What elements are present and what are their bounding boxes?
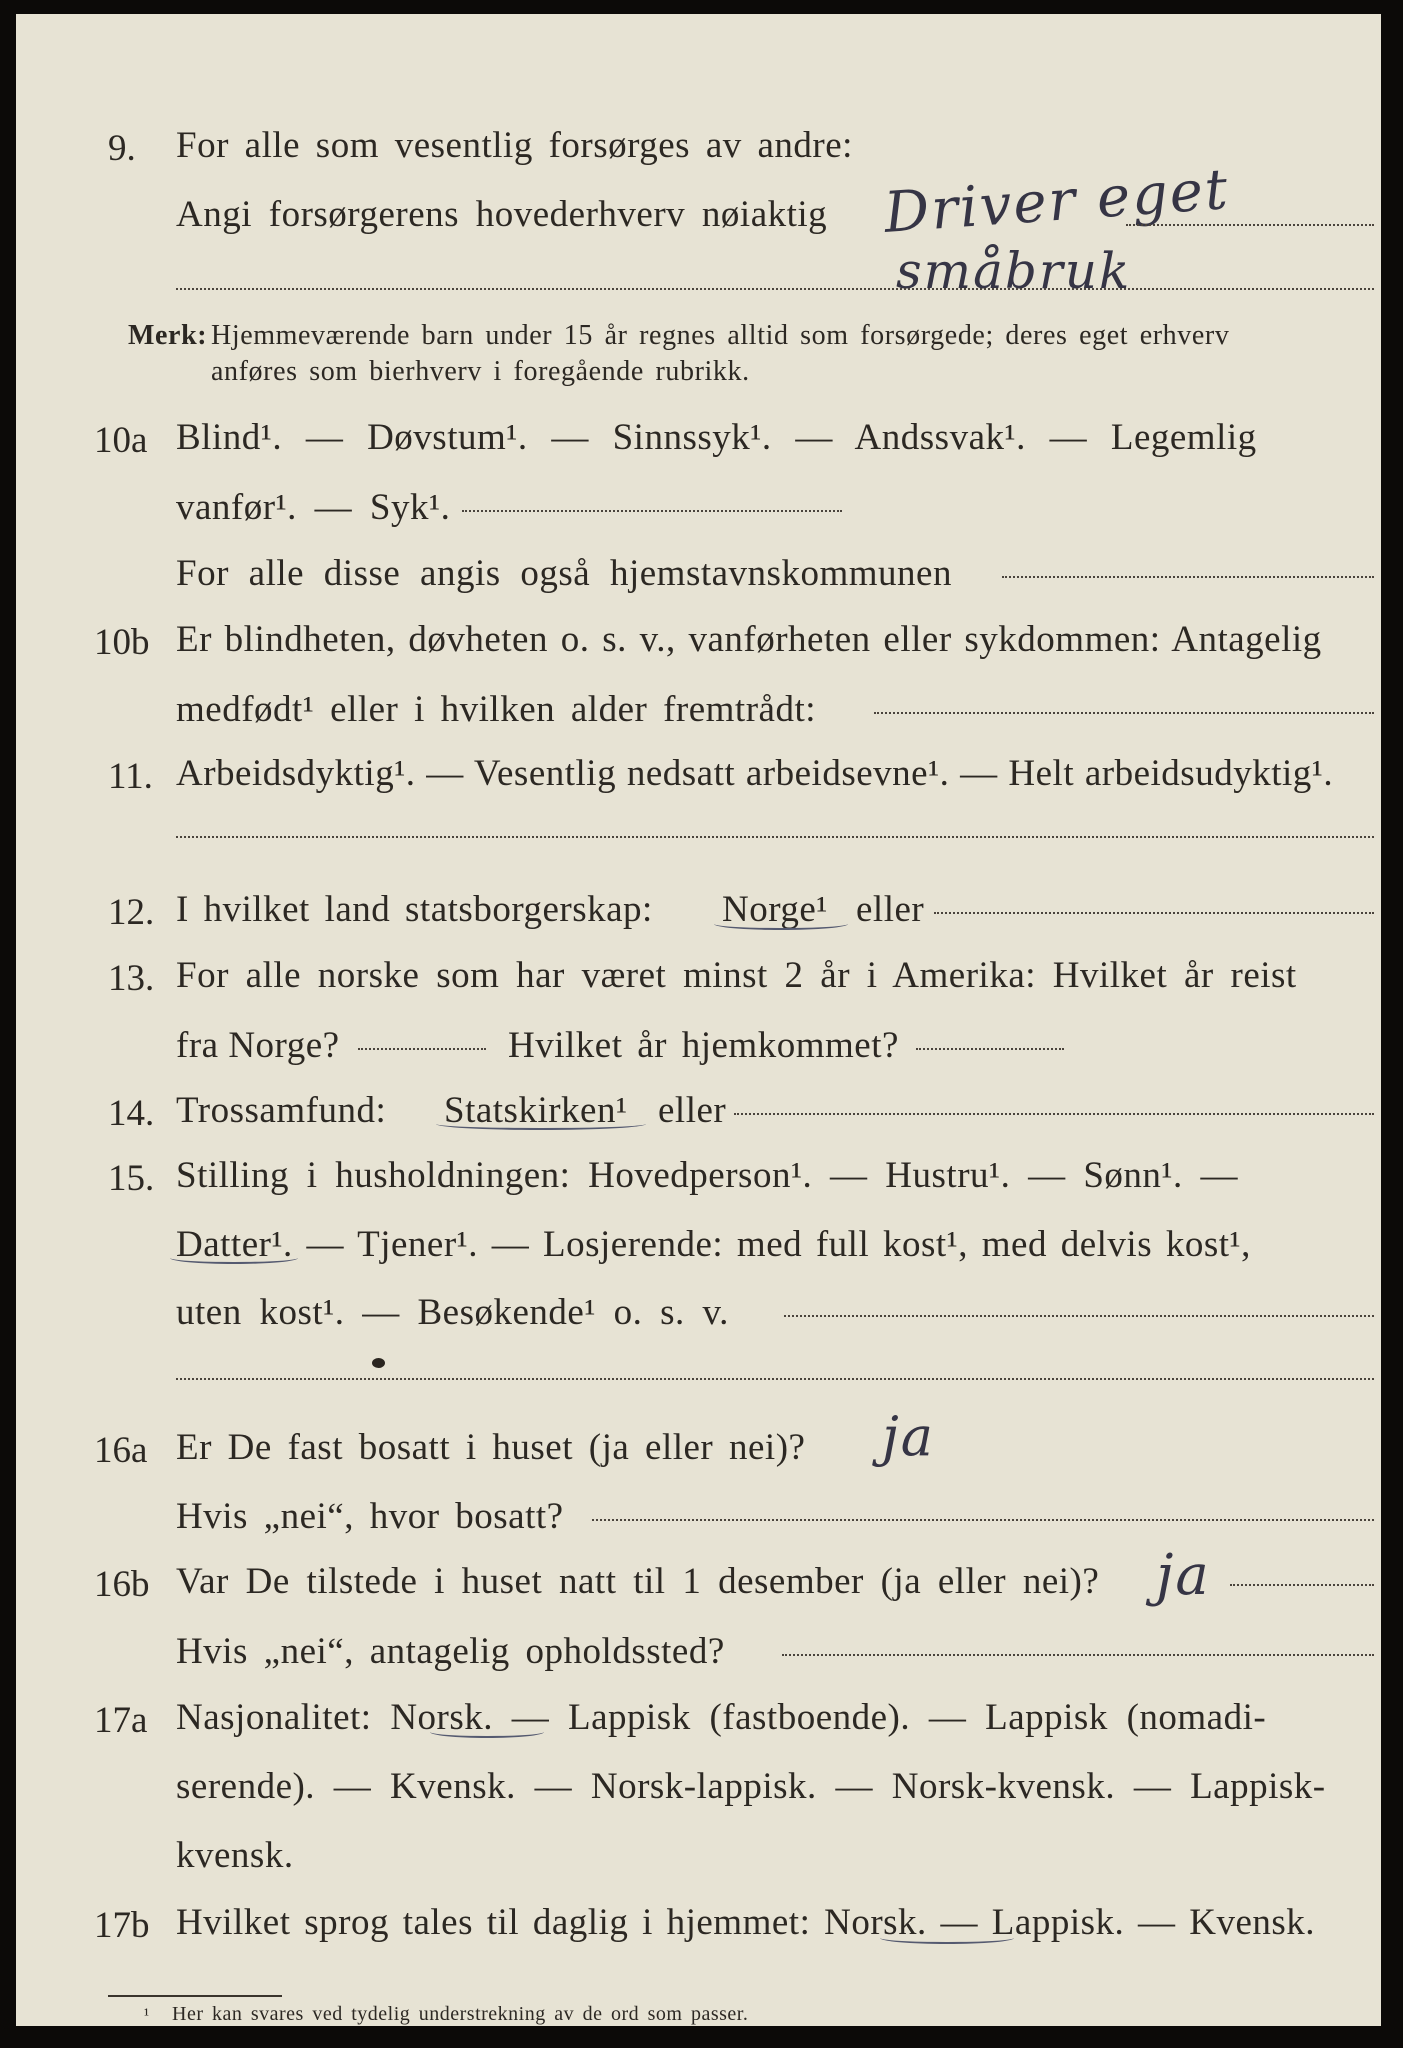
q16b-number: 16b [94, 1564, 150, 1605]
q12-underline-mark [714, 918, 848, 930]
q17a-line1: Nasjonalitet: Norsk. — Lappisk (fastboende). — Lappisk (nomadi- [176, 1697, 1267, 1738]
q16a-handwritten-answer: ja [882, 1405, 935, 1468]
q11-line1: Arbeidsdyktig¹. — Vesentlig nedsatt arbeidsevne¹. — Helt arbeidsudyktig¹. [176, 753, 1334, 794]
q16b-answer-line-2 [782, 1654, 1374, 1656]
q9-line1: For alle som vesentlig forsørges av andre: [176, 125, 853, 166]
q13-line2a: fra Norge? [176, 1025, 340, 1066]
q13-number: 13. [108, 958, 155, 999]
q15-answer-line-1 [784, 1315, 1374, 1317]
q10a-number: 10a [94, 420, 148, 461]
q15-underline-mark [170, 1252, 298, 1264]
q9-answer-line-1 [1126, 224, 1374, 226]
q15-line3: uten kost¹. — Besøkende¹ o. s. v. [176, 1292, 729, 1333]
merk-line1: Hjemmeværende barn under 15 år regnes alltid som forsørgede; deres eget erhverv [211, 320, 1230, 351]
q10b-line2: medfødt¹ eller i hvilken alder fremtrådt: [176, 689, 817, 730]
q10a-line3: For alle disse angis også hjemstavnskommunen [176, 553, 952, 594]
q9-line2: Angi forsørgerens hovederhverv nøiaktig [176, 194, 828, 235]
q12-suffix: eller [856, 889, 925, 930]
q17b-line1: Hvilket sprog tales til daglig i hjemmet: Norsk. — Lappisk. — Kvensk. [176, 1902, 1316, 1943]
q15-answer-line-2 [176, 1378, 1374, 1380]
q15-line2: Datter¹. — Tjener¹. — Losjerende: med full kost¹, med delvis kost¹, [176, 1224, 1251, 1265]
q16a-line2: Hvis „nei“, hvor bosatt? [176, 1496, 564, 1537]
ink-spot [372, 1358, 385, 1368]
q13-answer-line-2 [916, 1048, 1064, 1050]
q15-number: 15. [108, 1158, 155, 1199]
footnote-rule [108, 1995, 282, 1997]
q13-line1: For alle norske som har været minst 2 år i Amerika: Hvilket år reist [176, 955, 1297, 996]
q9-answer-line-2 [176, 288, 1374, 290]
q13-answer-line-1 [358, 1048, 486, 1050]
q10b-answer-line [874, 712, 1374, 714]
q17b-underline-mark [880, 1932, 1014, 1944]
q17a-line3: kvensk. [176, 1835, 294, 1876]
q12-answer-line [934, 912, 1374, 914]
q16a-number: 16a [94, 1430, 148, 1471]
q10a-answer-line-1 [462, 510, 842, 512]
q10a-line2: vanfør¹. — Syk¹. [176, 487, 451, 528]
q12-number: 12. [108, 892, 155, 933]
q16b-answer-line-1 [1230, 1584, 1374, 1586]
q9-handwritten-answer-1: Driver eget [882, 157, 1232, 246]
q10a-answer-line-2 [1002, 576, 1374, 578]
q16b-handwritten-answer: ja [1156, 1543, 1211, 1608]
q9-number: 9. [108, 128, 136, 169]
footnote-text: Her kan svares ved tydelig understrekning av de ord som passer. [172, 2003, 749, 2025]
q9-handwritten-answer-2: småbruk [896, 242, 1132, 300]
q15-line1: Stilling i husholdningen: Hovedperson¹. — Hustru¹. — Sønn¹. — [176, 1155, 1239, 1196]
q10b-number: 10b [94, 622, 150, 663]
q11-answer-line [176, 836, 1374, 838]
q11-number: 11. [108, 756, 153, 797]
q14-underline-mark [436, 1118, 646, 1130]
merk-line2: anføres som bierhverv i foregående rubrikk. [211, 356, 750, 387]
q14-prefix: Trossamfund: [176, 1090, 387, 1131]
q10b-line1: Er blindheten, døvheten o. s. v., vanførheten eller sykdommen: Antagelig [176, 619, 1322, 660]
q14-number: 14. [108, 1093, 155, 1134]
merk-label: Merk: [128, 320, 208, 351]
q17a-underline-mark [430, 1726, 544, 1738]
q16a-answer-line [592, 1519, 1374, 1521]
q14-answer-line [734, 1113, 1374, 1115]
q17a-number: 17a [94, 1700, 148, 1741]
q13-line2b: Hvilket år hjemkommet? [508, 1025, 899, 1066]
q16b-line1: Var De tilstede i huset natt til 1 desember (ja eller nei)? [176, 1561, 1100, 1602]
q16b-line2: Hvis „nei“, antagelig opholdssted? [176, 1631, 725, 1672]
census-form-page [16, 14, 1381, 2026]
q14-suffix: eller [658, 1090, 727, 1131]
q16a-line1: Er De fast bosatt i huset (ja eller nei)? [176, 1427, 806, 1468]
q14-option-statskirken: Statskirken¹ [444, 1090, 628, 1131]
q17b-number: 17b [94, 1905, 150, 1946]
q17a-line2: serende). — Kvensk. — Norsk-lappisk. — Norsk-kvensk. — Lappisk- [176, 1766, 1326, 1807]
q12-option-norge: Norge¹ [722, 889, 828, 930]
q12-prefix: I hvilket land statsborgerskap: [176, 889, 653, 930]
footnote-mark: ¹ [144, 2005, 150, 2024]
q10a-line1: Blind¹. — Døvstum¹. — Sinnssyk¹. — Andssvak¹. — Legemlig [176, 417, 1257, 458]
